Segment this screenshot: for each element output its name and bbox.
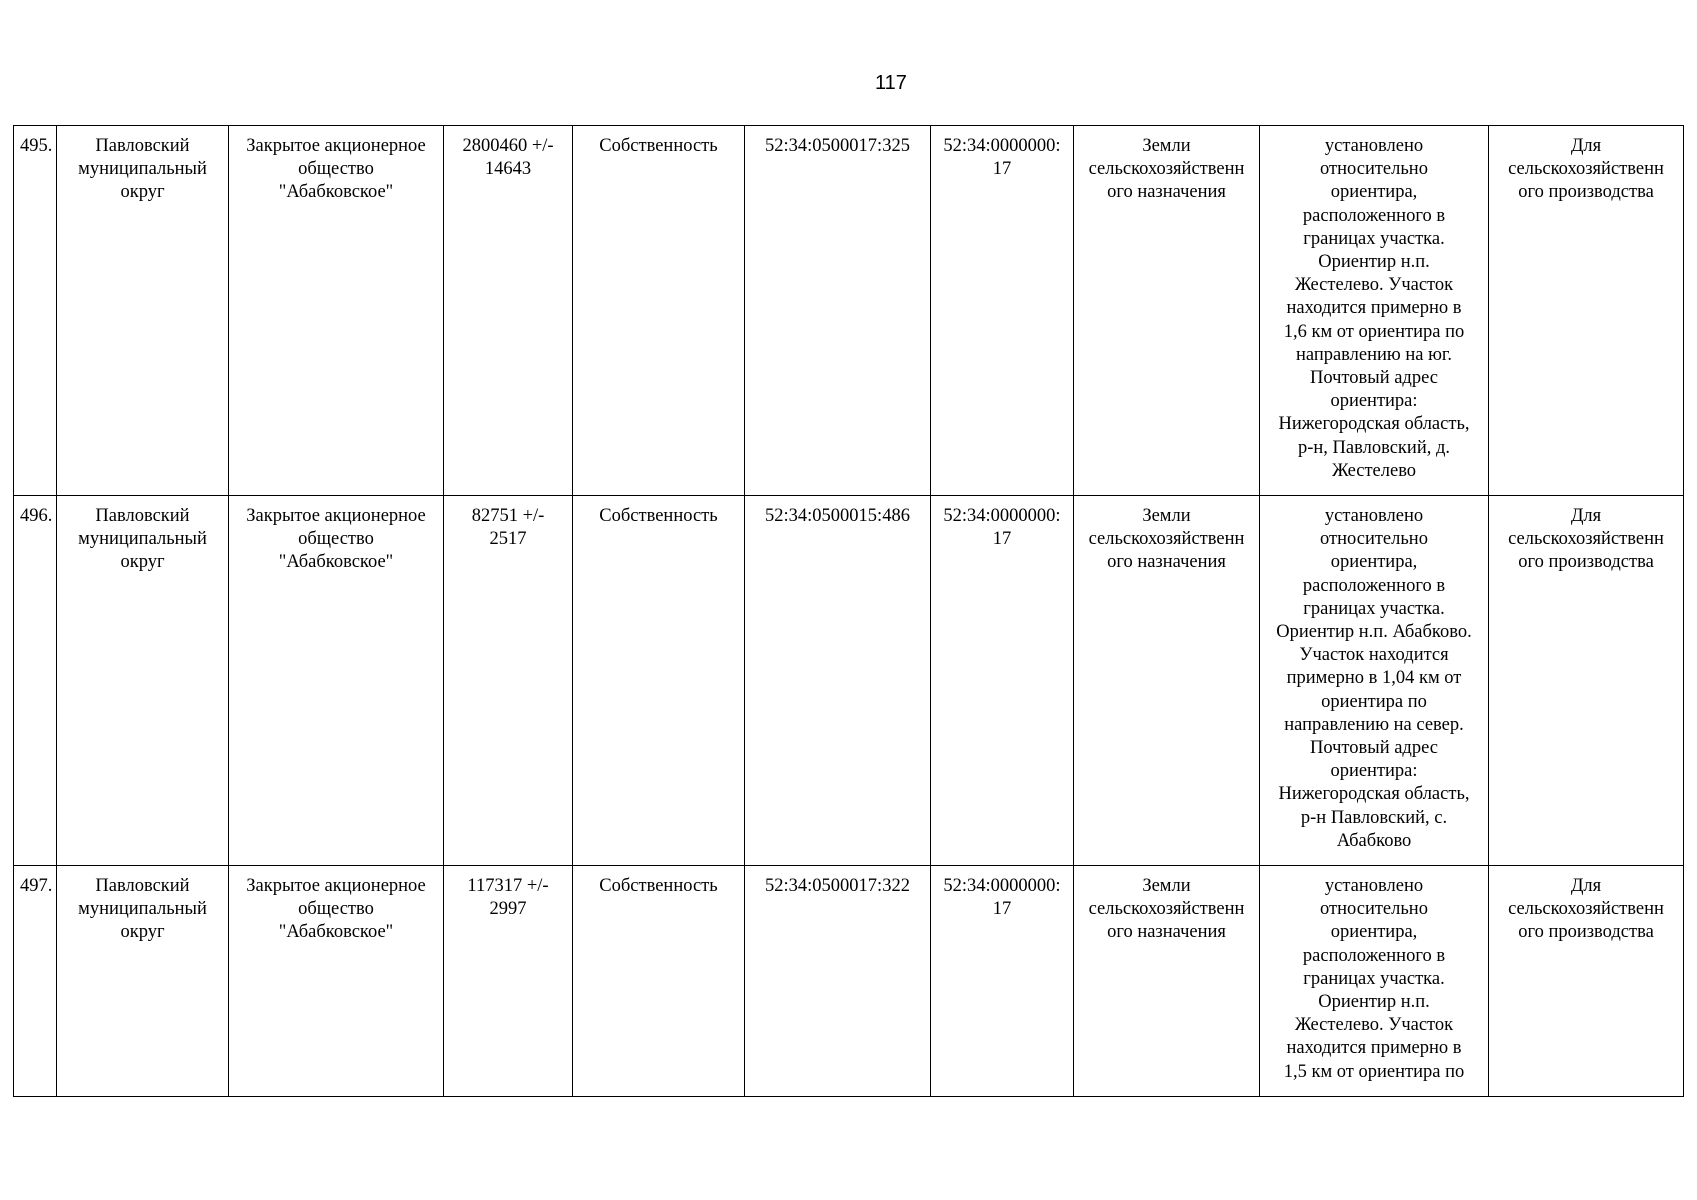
holder-cell: Закрытое акционерное общество "Абабковское" <box>229 126 444 496</box>
holder-cell: Закрытое акционерное общество "Абабковское" <box>229 496 444 866</box>
cadastral-number-cell: 52:34:0500017:322 <box>745 866 931 1097</box>
location-cell: установлено относительно ориентира, расположенного в границах участка. Ориентир н.п. Абабково. Участок находится примерно в 1,04 км от ориентира по направлению на север. Почтовый адрес ориентира: Нижегородская область, р-н Павловский, с. Абабково <box>1260 496 1489 866</box>
land-category-cell: Земли сельскохозяйственн ого назначения <box>1074 496 1260 866</box>
purpose-cell: Для сельскохозяйственн ого производства <box>1489 126 1684 496</box>
table-row <box>14 496 1684 866</box>
parent-number-cell: 52:34:0000000: 17 <box>931 496 1074 866</box>
land-category-cell: Земли сельскохозяйственн ого назначения <box>1074 126 1260 496</box>
district-cell: Павловский муниципальный округ <box>57 496 229 866</box>
row-number: 496. <box>14 496 57 866</box>
area-cell: 2800460 +/- 14643 <box>444 126 573 496</box>
page-number: 117 <box>875 72 907 94</box>
parent-number-cell: 52:34:0000000: 17 <box>931 126 1074 496</box>
purpose-cell: Для сельскохозяйственн ого производства <box>1489 866 1684 1097</box>
row-number: 497. <box>14 866 57 1097</box>
district-cell: Павловский муниципальный округ <box>57 866 229 1097</box>
parent-number-cell: 52:34:0000000: 17 <box>931 866 1074 1097</box>
cadastral-number-cell: 52:34:0500017:325 <box>745 126 931 496</box>
location-cell: установлено относительно ориентира, расположенного в границах участка. Ориентир н.п. Жестелево. Участок находится примерно в 1,6 км от ориентира по направлению на юг. Почтовый адрес ориентира: Нижегородская область, р-н, Павловский, д. Жестелево <box>1260 126 1489 496</box>
cadastral-number-cell: 52:34:0500015:486 <box>745 496 931 866</box>
right-type-cell: Собственность <box>573 126 745 496</box>
land-category-cell: Земли сельскохозяйственн ого назначения <box>1074 866 1260 1097</box>
table-body <box>14 126 1684 1097</box>
area-cell: 117317 +/- 2997 <box>444 866 573 1097</box>
table-row <box>14 126 1684 496</box>
table-row <box>14 866 1684 1097</box>
right-type-cell: Собственность <box>573 496 745 866</box>
row-number: 495. <box>14 126 57 496</box>
land-registry-table <box>13 125 1684 1097</box>
right-type-cell: Собственность <box>573 866 745 1097</box>
holder-cell: Закрытое акционерное общество "Абабковское" <box>229 866 444 1097</box>
location-cell: установлено относительно ориентира, расположенного в границах участка. Ориентир н.п. Жестелево. Участок находится примерно в 1,5 км от ориентира по <box>1260 866 1489 1097</box>
area-cell: 82751 +/- 2517 <box>444 496 573 866</box>
purpose-cell: Для сельскохозяйственн ого производства <box>1489 496 1684 866</box>
district-cell: Павловский муниципальный округ <box>57 126 229 496</box>
